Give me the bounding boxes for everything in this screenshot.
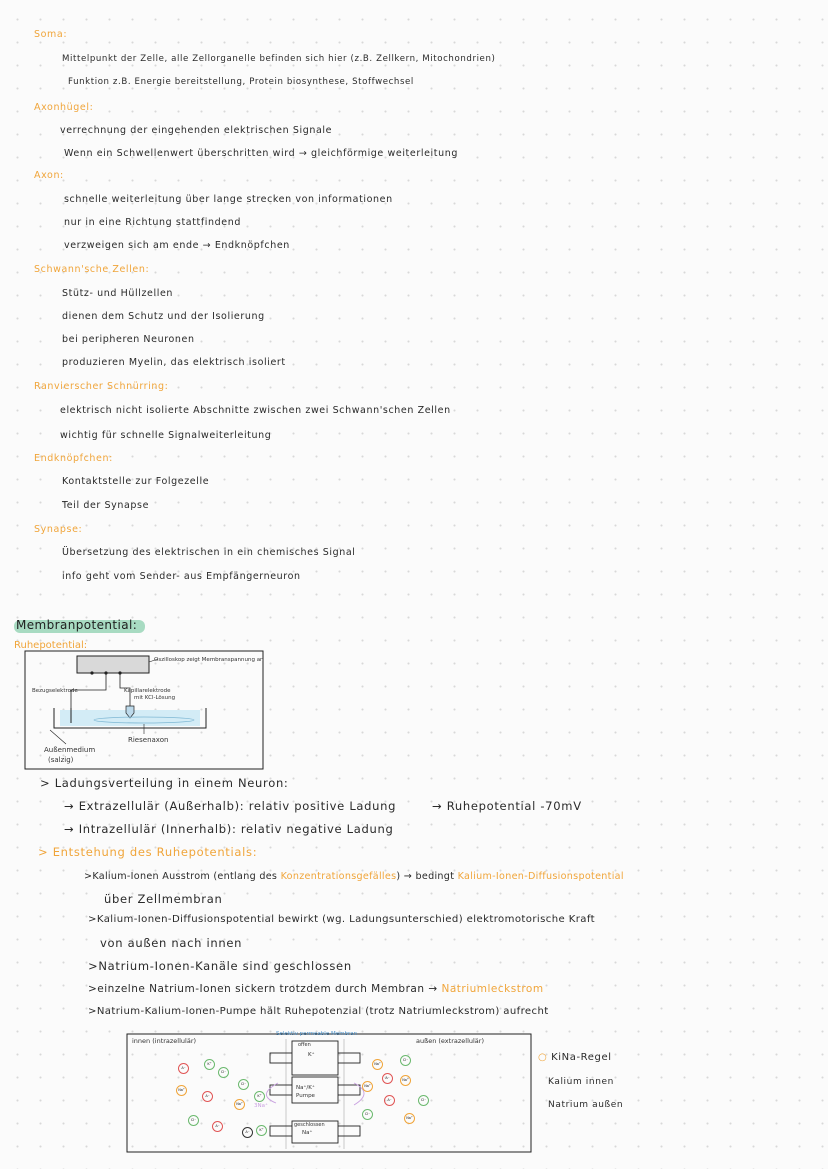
axon-line-1: schnelle weiterleitung über lange strecken von informationen <box>64 194 393 205</box>
ion-intra: Cl⁻ <box>238 1079 249 1090</box>
synapse-line-1: Übersetzung des elektrischen in ein chemisches Signal <box>62 547 356 558</box>
innen-label: innen (intrazellulär) <box>132 1037 197 1045</box>
membranpotential-title: Membranpotential: <box>16 618 138 632</box>
ion-extra: Na⁺ <box>372 1059 383 1070</box>
ion-intra: A⁻ <box>212 1121 223 1132</box>
schwann-line-1: Stütz- und Hüllzellen <box>62 288 174 299</box>
ion-intra: A⁻ <box>202 1091 213 1102</box>
ion-intra: K⁺ <box>204 1059 215 1070</box>
natriumleckstrom-term: Natriumleckstrom <box>441 983 544 995</box>
axon-line-3: verzweigen sich am ende → Endknöpfchen <box>64 240 290 251</box>
entstehung-line-3: >Natrium-Ionen-Kanäle sind geschlossen <box>88 959 352 973</box>
ion-extra: Cl⁻ <box>362 1109 373 1120</box>
entstehung-heading: > Entstehung des Ruhepotentials: <box>38 845 258 859</box>
pumpe-label: Na⁺/K⁺ <box>296 1085 315 1091</box>
entstehung-line-4 <box>88 983 544 995</box>
konzentrationsgefaelle: Konzentrationsgefälles <box>280 871 397 882</box>
kina-regel-line-1: Kalium innen <box>548 1077 614 1087</box>
measurement-diagram <box>24 650 264 770</box>
axonhuegel-line-1: verrechnung der eingehenden elektrischen Signale <box>60 125 333 136</box>
kina-regel-title <box>538 1052 612 1064</box>
schwann-line-4: produzieren Myelin, das elektrisch isoliert <box>62 357 286 368</box>
membrane-diagram-drawing <box>126 1033 532 1153</box>
endknoepfchen-line-1: Kontaktstelle zur Folgezelle <box>62 476 210 487</box>
ladung-intra: → Intrazellulär (Innerhalb): relativ negative Ladung <box>64 822 394 836</box>
selektiv-label: Selektiv permeable Membran <box>276 1031 358 1037</box>
ion-extra: Na⁺ <box>400 1075 411 1086</box>
ion-extra: Na⁺ <box>404 1113 415 1124</box>
aussen-label: außen (extrazellulär) <box>416 1037 484 1045</box>
entstehung-line-5: >Natrium-Kalium-Ionen-Pumpe hält Ruhepotenzial (trotz Natriumleckstrom) aufrecht <box>88 1006 549 1017</box>
ion-intra: K⁺ <box>256 1125 267 1136</box>
aussenmedium-label-2: (salzig) <box>48 756 74 764</box>
synapse-line-2: info geht vom Sender- aus Empfängerneuron <box>62 571 301 582</box>
ion-intra: A⁻ <box>178 1063 189 1074</box>
kina-regel-title-text: KiNa-Regel <box>551 1052 612 1063</box>
entstehung-line-1-a: >Kalium-Ionen Ausstrom (entlang des <box>84 871 281 882</box>
soma-line-1: Mittelpunkt der Zelle, alle Zellorganelle befinden sich hier (z.B. Zellkern, Mitochondrien) <box>62 54 496 64</box>
ion-extra: Cl⁻ <box>418 1095 429 1106</box>
axon-heading: Axon: <box>34 170 64 181</box>
entstehung-line-1 <box>84 871 624 883</box>
ranvier-heading: Ranvierscher Schnürring: <box>34 381 169 392</box>
entstehung-line-2: >Kalium-Ionen-Diffusionspotential bewirkt (wg. Ladungsunterschied) elektromotorische Kraft <box>88 914 596 925</box>
soma-line-2: Funktion z.B. Energie bereitstellung, Protein biosynthese, Stoffwechsel <box>68 77 414 87</box>
ion-extra: Cl⁻ <box>400 1055 411 1066</box>
ion-intra: Cl⁻ <box>218 1067 229 1078</box>
endknoepfchen-heading: Endknöpfchen: <box>34 453 113 464</box>
ion-intra: Cl⁻ <box>188 1115 199 1126</box>
ion-intra: A⁻ <box>242 1127 253 1138</box>
ion-intra: Na⁺ <box>234 1099 245 1110</box>
kina-regel-line-2: Natrium außen <box>548 1100 624 1110</box>
ranvier-line-2: wichtig für schnelle Signalweiterleitung <box>60 430 272 441</box>
kina-bullet-icon: ○ <box>538 1052 548 1063</box>
riesenaxon-label: Riesenaxon <box>128 736 169 744</box>
na-channel-label: Na⁺ <box>302 1130 313 1136</box>
geschlossen-label: geschlossen <box>294 1122 325 1128</box>
ruhepotential-subtitle: Ruhepotential: <box>14 640 88 651</box>
bezugselektrode-label: Bezugselektrode <box>32 688 78 694</box>
entstehung-line-4-a: >einzelne Natrium-Ionen sickern trotzdem durch Membran → <box>88 983 442 995</box>
membrane-diagram <box>126 1033 532 1153</box>
axonhuegel-line-2: Wenn ein Schwellenwert überschritten wird → gleichförmige weiterleitung <box>64 148 458 159</box>
ion-extra: A⁻ <box>384 1095 395 1106</box>
offen-label: offen <box>298 1042 311 1048</box>
ranvier-line-1: elektrisch nicht isolierte Abschnitte zwischen zwei Schwann'schen Zellen <box>60 405 451 416</box>
schwann-line-3: bei peripheren Neuronen <box>62 334 195 345</box>
kapillarelektrode-label-2: mit KCl-Lösung <box>134 695 176 701</box>
synapse-heading: Synapse: <box>34 524 83 535</box>
soma-heading: Soma: <box>34 29 68 40</box>
ion-extra: A⁻ <box>382 1073 393 1084</box>
axonhuegel-heading: Axonhügel: <box>34 102 94 113</box>
ion-extra: Na⁺ <box>362 1081 373 1092</box>
kapillarelektrode-label: Kapillarelektrode <box>124 688 171 694</box>
pumpe-label-2: Pumpe <box>296 1093 315 1099</box>
entstehung-line-2-cont: von außen nach innen <box>100 936 243 950</box>
k-channel-label: K⁺ <box>308 1052 315 1058</box>
ladung-heading: > Ladungsverteilung in einem Neuron: <box>40 776 289 790</box>
schwann-line-2: dienen dem Schutz und der Isolierung <box>62 311 265 322</box>
ruhepotential-value: → Ruhepotential -70mV <box>432 799 582 813</box>
ion-intra: Na⁺ <box>176 1085 187 1096</box>
endknoepfchen-line-2: Teil der Synapse <box>62 500 150 511</box>
schwann-heading: Schwann'sche Zellen: <box>34 264 150 275</box>
oszilloskop-label: Oszilloskop zeigt Membranspannung an <box>154 657 264 663</box>
ladung-extra: → Extrazellulär (Außerhalb): relativ positive Ladung <box>64 799 397 813</box>
entstehung-line-1-c: ) → bedingt <box>396 871 458 882</box>
entstehung-line-1-cont: über Zellmembran <box>104 892 223 906</box>
diffusionspotential-term: Kalium-Ionen-Diffusionspotential <box>457 871 624 882</box>
aussenmedium-label: Außenmedium <box>44 746 96 754</box>
ion-intra: K⁺ <box>254 1091 265 1102</box>
axon-line-2: nur in eine Richtung stattfindend <box>64 217 241 228</box>
atp-label: 3Na⁺ <box>254 1103 268 1109</box>
